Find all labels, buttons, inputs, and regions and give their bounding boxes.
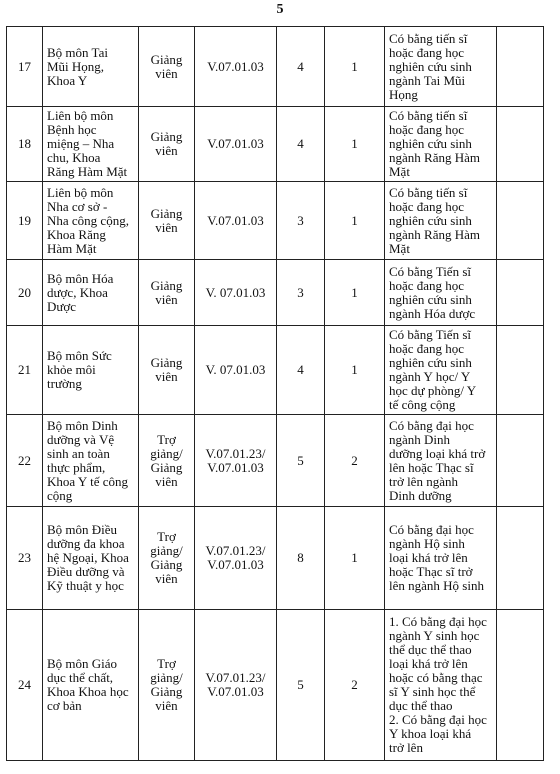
position-code-cell-line: V.07.01.03 — [207, 557, 264, 572]
requirement-cell-line: ngành Y sinh học — [389, 628, 480, 643]
requirement-cell-line: hoặc đang học — [389, 277, 465, 293]
unit-cell-line: miệng – Nha — [47, 136, 115, 151]
note-cell — [497, 507, 544, 610]
row-number-cell: 20 — [7, 260, 43, 326]
position-code-cell-line: V.07.01.03 — [207, 212, 264, 228]
position-title-cell-line: Giảng — [150, 205, 183, 221]
count-a-cell: 5 — [277, 415, 325, 507]
row-number-cell: 17 — [7, 27, 43, 107]
position-title-cell-line: giảng/ — [150, 670, 183, 685]
requirement-cell-line: nghiên cứu sinh — [389, 291, 472, 307]
requirement-cell-line: Dinh dưỡng — [389, 487, 452, 503]
position-title-cell — [139, 260, 195, 326]
count-a-cell: 3 — [277, 260, 325, 326]
note-cell — [497, 415, 544, 507]
unit-cell-line: Hàm Mặt — [47, 240, 97, 256]
requirement-cell-line: ngành Răng Hàm — [389, 150, 480, 165]
requirement-cell-line: học dự phòng/ Y — [389, 383, 477, 398]
unit-cell — [43, 415, 139, 507]
row-number-cell: 24 — [7, 610, 43, 761]
position-code-cell — [195, 415, 277, 507]
count-b-cell: 1 — [325, 27, 385, 107]
position-title-cell — [139, 415, 195, 507]
note-cell — [497, 182, 544, 260]
position-title-cell-line: viên — [155, 369, 178, 384]
position-code-cell — [195, 326, 277, 415]
position-title-cell — [139, 507, 195, 610]
requirement-cell-line: hoặc Thạc sĩ trở — [389, 564, 473, 579]
position-title-cell-line: viên — [155, 473, 178, 489]
unit-cell-line: Bộ môn Tai — [47, 44, 108, 60]
position-title-cell-line: Giảng — [150, 557, 183, 572]
position-code-cell — [195, 507, 277, 610]
requirement-cell-line: Họng — [389, 86, 418, 102]
requirement-cell-line: hoặc đang học — [389, 198, 465, 214]
unit-cell-line: dưỡng đa khoa — [47, 536, 125, 551]
requirement-cell-line: hoặc đang học — [389, 44, 465, 60]
position-code-cell-line: V.07.01.23/ — [205, 445, 266, 461]
table-row — [7, 182, 544, 260]
requirement-cell — [385, 107, 497, 182]
unit-cell-line: Khoa Y — [47, 72, 88, 88]
table-row — [7, 507, 544, 610]
requirement-cell — [385, 182, 497, 260]
position-title-cell — [139, 182, 195, 260]
table-row — [7, 610, 544, 761]
unit-cell-line: Mũi Họng, — [47, 58, 105, 74]
position-title-cell-line: Giảng — [150, 355, 183, 370]
note-cell — [497, 107, 544, 182]
row-number-cell: 21 — [7, 326, 43, 415]
requirement-cell-line: nghiên cứu sinh — [389, 58, 472, 74]
unit-cell-line: Răng Hàm Mặt — [47, 164, 128, 179]
position-code-cell-line: V.07.01.03 — [207, 58, 264, 74]
requirement-cell-line: sĩ Y sinh học thể — [389, 684, 476, 699]
requirement-cell-line: Có bằng tiến sĩ — [389, 184, 468, 200]
requirement-cell-line: hoặc đang học — [389, 122, 465, 137]
requirement-cell-line: Có bằng đại học — [389, 417, 474, 433]
unit-cell-line: Khoa Răng — [47, 226, 106, 242]
requirement-cell-line: ngành Răng Hàm — [389, 226, 480, 242]
unit-cell-line: chu, Khoa — [47, 150, 101, 165]
table-row — [7, 260, 544, 326]
requirement-cell — [385, 610, 497, 761]
unit-cell — [43, 326, 139, 415]
requirement-cell-line: 2. Có bằng đại học — [389, 712, 487, 727]
requirement-cell-line: trở lên — [389, 740, 423, 755]
position-title-cell-line: giảng/ — [150, 543, 183, 558]
position-title-cell-line: Trợ — [157, 431, 176, 447]
count-a-cell: 3 — [277, 182, 325, 260]
unit-cell-line: Khoa Y tế công — [47, 473, 128, 489]
count-b-cell: 2 — [325, 415, 385, 507]
position-code-cell — [195, 27, 277, 107]
position-title-cell-line: Giảng — [150, 459, 183, 475]
requirement-cell-line: lên hoặc Thạc sĩ — [389, 459, 474, 475]
requirement-cell-line: ngành Dinh — [389, 431, 451, 447]
requirement-cell-line: Có bằng đại học — [389, 522, 474, 537]
requirement-cell-line: dục thể thao — [389, 698, 453, 713]
count-a-cell: 4 — [277, 27, 325, 107]
unit-cell-line: Bộ môn Hóa — [47, 270, 114, 286]
count-a-cell: 4 — [277, 107, 325, 182]
position-code-cell — [195, 610, 277, 761]
unit-cell-line: Nha cơ sở - — [47, 198, 108, 214]
note-cell — [497, 610, 544, 761]
note-cell — [497, 326, 544, 415]
position-title-cell — [139, 27, 195, 107]
unit-cell-line: trường — [47, 376, 82, 391]
requirement-cell-line: nghiên cứu sinh — [389, 136, 472, 151]
requirement-cell-line: hoặc có bằng thạc — [389, 670, 483, 685]
requirement-cell-line: hoặc đang học — [389, 341, 465, 356]
note-cell — [497, 27, 544, 107]
unit-cell — [43, 610, 139, 761]
position-title-cell-line: Trợ — [157, 529, 176, 544]
requirement-cell — [385, 507, 497, 610]
unit-cell-line: Nha công cộng, — [47, 212, 129, 228]
count-b-cell: 1 — [325, 107, 385, 182]
requirement-cell-line: ngành Hóa dược — [389, 305, 476, 321]
position-code-cell-line: V.07.01.23/ — [205, 670, 266, 685]
requirement-cell-line: ngành Hộ sinh — [389, 536, 465, 551]
requirement-cell-line: thể dục thể thao — [389, 642, 472, 657]
position-code-cell — [195, 107, 277, 182]
unit-cell-line: Dược — [47, 298, 77, 314]
unit-cell-line: Kỹ thuật y học — [47, 578, 124, 593]
unit-cell-line: hệ Ngoại, Khoa — [47, 550, 129, 565]
requirement-cell — [385, 326, 497, 415]
requirement-cell-line: ngành Tai Mũi — [389, 72, 466, 88]
requirement-cell-line: Có bằng Tiến sĩ — [389, 327, 471, 342]
count-b-cell: 2 — [325, 610, 385, 761]
position-title-cell-line: viên — [155, 219, 178, 235]
position-code-cell-line: V.07.01.03 — [207, 136, 264, 151]
position-code-cell-line: V.07.01.03 — [207, 684, 264, 699]
unit-cell-line: Liên bộ môn — [47, 184, 114, 200]
table-row — [7, 107, 544, 182]
row-number-cell: 18 — [7, 107, 43, 182]
position-title-cell-line: Trợ — [157, 656, 176, 671]
requirement-cell — [385, 415, 497, 507]
count-b-cell: 1 — [325, 507, 385, 610]
unit-cell-line: dưỡng và Vệ — [47, 431, 115, 447]
requirement-cell-line: tế công cộng — [389, 397, 456, 412]
position-code-cell-line: V. 07.01.03 — [205, 284, 266, 300]
position-code-cell — [195, 182, 277, 260]
requirement-cell-line: 1. Có bằng đại học — [389, 614, 487, 629]
position-title-cell — [139, 610, 195, 761]
position-title-cell-line: Giảng — [150, 684, 183, 699]
row-number-cell: 19 — [7, 182, 43, 260]
page-number: 5 — [276, 2, 284, 17]
unit-cell-line: khỏe môi — [47, 362, 96, 377]
position-title-cell-line: giảng/ — [150, 445, 183, 461]
position-title-cell-line: Giảng — [150, 129, 183, 144]
position-title-cell-line: viên — [155, 143, 178, 158]
note-cell — [497, 260, 544, 326]
position-title-cell-line: viên — [155, 698, 178, 713]
requirement-cell-line: loại khá trở lên — [389, 656, 468, 671]
table-row — [7, 415, 544, 507]
unit-cell-line: Bệnh học — [47, 122, 97, 137]
count-a-cell: 4 — [277, 326, 325, 415]
requirement-cell-line: Có bằng tiến sĩ — [389, 30, 468, 46]
position-title-cell — [139, 326, 195, 415]
unit-cell — [43, 507, 139, 610]
unit-cell — [43, 27, 139, 107]
unit-cell-line: Bộ môn Dinh — [47, 417, 118, 433]
position-code-cell — [195, 260, 277, 326]
unit-cell-line: dục thể chất, — [47, 670, 114, 685]
unit-cell — [43, 107, 139, 182]
unit-cell-line: Điều dưỡng và — [47, 564, 125, 579]
table-row — [7, 326, 544, 415]
unit-cell-line: sinh an toàn — [47, 445, 110, 461]
position-code-cell-line: V.07.01.23/ — [205, 543, 266, 558]
position-title-cell — [139, 107, 195, 182]
unit-cell-line: Khoa Khoa học — [47, 684, 129, 699]
count-b-cell: 1 — [325, 182, 385, 260]
requirement-cell — [385, 260, 497, 326]
requirement-cell-line: Mặt — [389, 240, 410, 256]
table-row — [7, 27, 544, 107]
requirement-cell-line: lên ngành Hộ sinh — [389, 578, 484, 593]
requirement-cell-line: nghiên cứu sinh — [389, 212, 472, 228]
count-b-cell: 1 — [325, 260, 385, 326]
requirement-cell-line: Có bằng Tiến sĩ — [389, 263, 471, 279]
requirement-cell-line: loại khá trở lên — [389, 550, 468, 565]
position-title-cell-line: Giảng — [150, 51, 183, 67]
row-number-cell: 23 — [7, 507, 43, 610]
unit-cell-line: thực phẩm, — [47, 459, 106, 475]
unit-cell-line: Bộ môn Điều — [47, 522, 118, 537]
requirement-cell-line: ngành Y học/ Y — [389, 369, 471, 384]
position-code-cell-line: V.07.01.03 — [207, 459, 264, 475]
unit-cell — [43, 260, 139, 326]
requirement-cell-line: trở lên ngành — [389, 473, 458, 489]
count-b-cell: 1 — [325, 326, 385, 415]
position-title-cell-line: viên — [155, 65, 178, 81]
requirement-cell-line: Y khoa loại khá — [389, 726, 472, 741]
unit-cell — [43, 182, 139, 260]
requirement-cell-line: nghiên cứu sinh — [389, 355, 472, 370]
position-title-cell-line: viên — [155, 571, 178, 586]
count-a-cell: 5 — [277, 610, 325, 761]
unit-cell-line: Bộ môn Giáo — [47, 656, 118, 671]
requirement-cell-line: Mặt — [389, 164, 410, 179]
row-number-cell: 22 — [7, 415, 43, 507]
position-code-cell-line: V. 07.01.03 — [205, 362, 266, 377]
requirement-cell-line: dưỡng loại khá trở — [389, 445, 486, 461]
count-a-cell: 8 — [277, 507, 325, 610]
position-title-cell-line: viên — [155, 291, 178, 307]
unit-cell-line: cơ bản — [47, 698, 82, 713]
unit-cell-line: dược, Khoa — [47, 284, 108, 300]
requirement-cell — [385, 27, 497, 107]
recruitment-table — [6, 26, 544, 761]
unit-cell-line: Liên bộ môn — [47, 108, 114, 123]
unit-cell-line: cộng — [47, 487, 73, 503]
requirement-cell-line: Có bằng tiến sĩ — [389, 108, 468, 123]
position-title-cell-line: Giảng — [150, 277, 183, 293]
unit-cell-line: Bộ môn Sức — [47, 348, 112, 363]
